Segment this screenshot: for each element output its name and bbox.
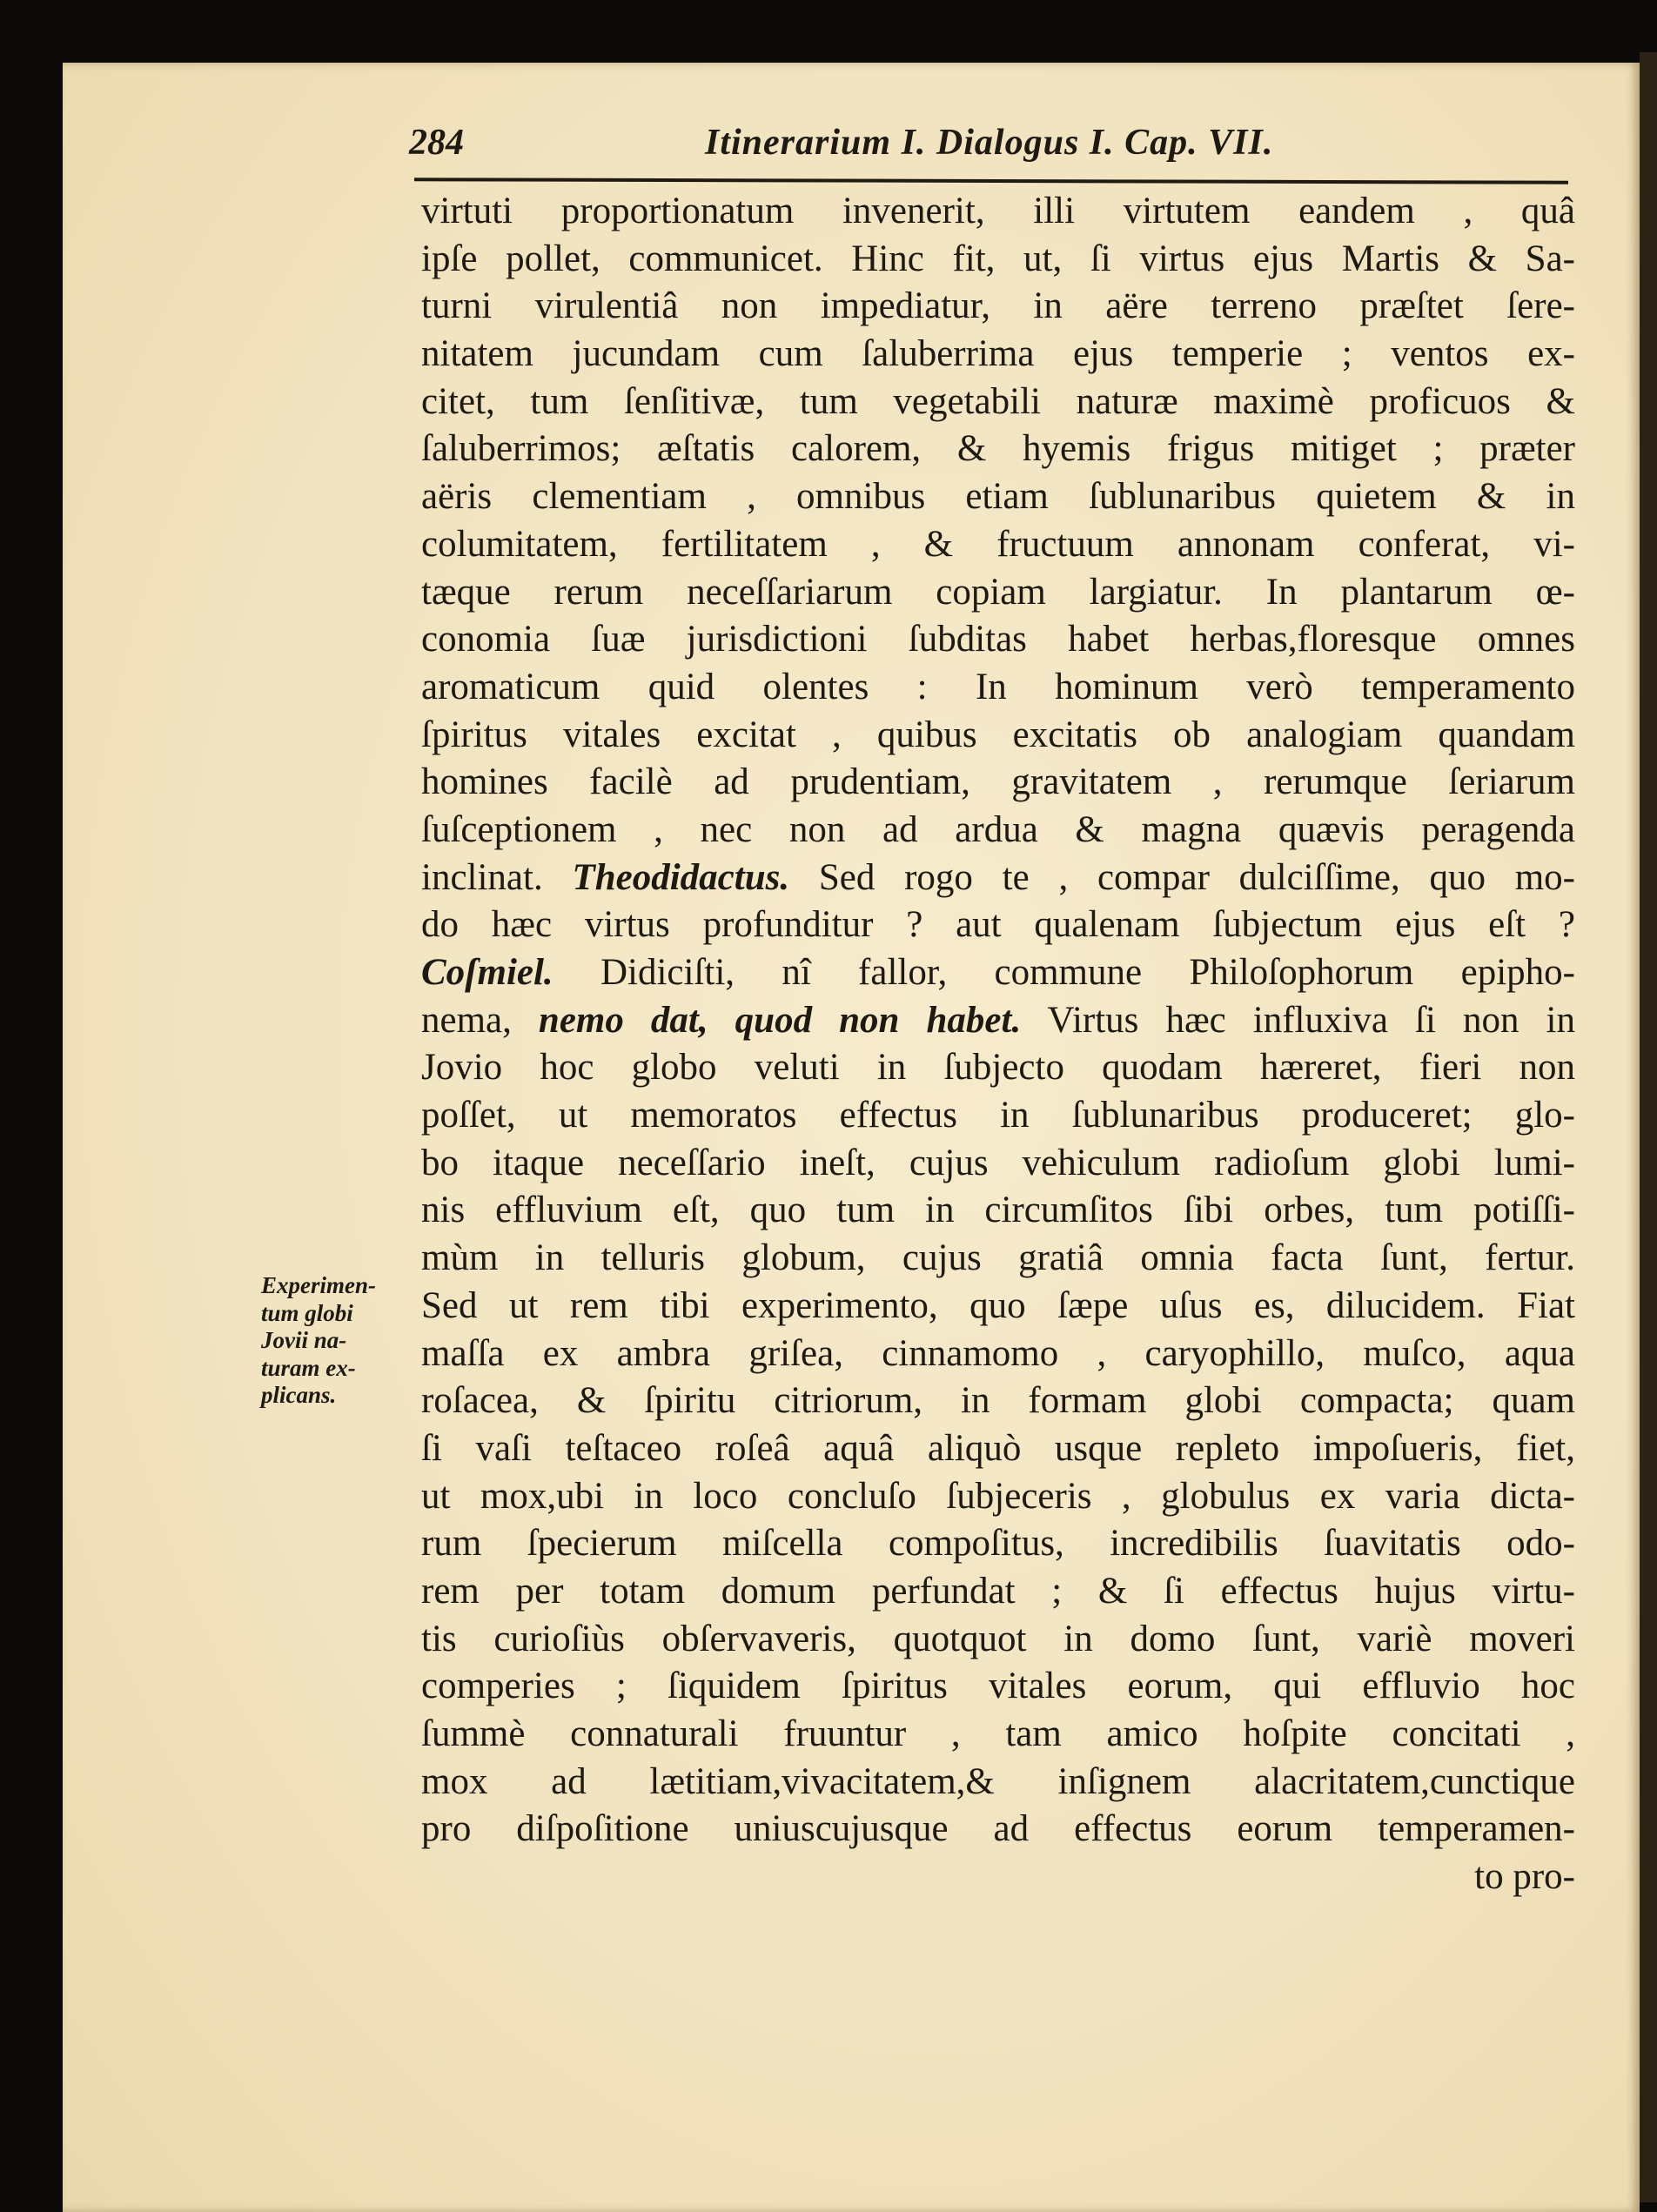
text-segment: Sed rogo te , compar dulciſſime, quo mo-	[789, 856, 1576, 898]
text-line-content	[421, 1808, 1575, 1849]
text-line-content	[421, 761, 1575, 802]
text-line	[421, 807, 1575, 855]
text-line-content	[421, 1047, 1575, 1088]
text-line	[421, 283, 1575, 331]
text-segment: turni virulentiâ non impediatur, in aëre terreno præſtet ſere-	[421, 285, 1575, 327]
text-segment: rem per totam domum perfundat ; & ſi effectus hujus virtu-	[421, 1570, 1575, 1612]
text-segment: nema,	[421, 999, 539, 1041]
marginal-note-line: Jovii na-	[261, 1327, 347, 1353]
text-segment: ſaluberrimos; æſtatis calorem, & hyemis frigus mitiget ; præter	[421, 428, 1575, 470]
text-segment: maſſa ex ambra griſea, cinnamomo , caryophillo, muſco, aqua	[421, 1332, 1575, 1374]
text-line	[421, 855, 1575, 902]
catchword: to pro-	[1474, 1856, 1575, 1898]
marginal-note-line: plicans.	[261, 1382, 337, 1408]
text-line-content	[421, 1523, 1575, 1564]
text-segment: comperies ; ſiquidem ſpiritus vitales eorum, qui effluvio hoc	[421, 1666, 1575, 1707]
italic-text-segment: nemo dat, quod non habet.	[538, 999, 1022, 1041]
text-line	[421, 1663, 1575, 1711]
text-segment: bo itaque neceſſario ineſt, cujus vehiculum radioſum globi lumi-	[421, 1142, 1575, 1183]
text-line	[421, 1473, 1575, 1521]
text-segment: columitatem, fertilitatem , & fructuum annonam conferat, vi-	[421, 523, 1575, 565]
text-line	[421, 712, 1575, 760]
marginal-note	[261, 1272, 409, 1410]
text-segment: do hæc virtus profunditur ? aut qualenam ſubjectum ejus eſt ?	[421, 904, 1575, 946]
text-line-content	[421, 476, 1575, 517]
text-line-content	[421, 285, 1575, 326]
running-title: Itinerarium I. Dialogus I. Cap. VII.	[705, 123, 1274, 163]
text-line	[421, 1140, 1575, 1188]
text-segment: rum ſpecierum miſcella compoſitus, incredibilis ſuavitatis odo-	[421, 1523, 1575, 1565]
text-line	[421, 1711, 1575, 1759]
text-line	[421, 902, 1575, 949]
text-segment: Sed ut rem tibi experimento, quo ſæpe uſus es, dilucidem. Fiat	[421, 1284, 1575, 1326]
text-segment: nitatem jucundam cum ſaluberrima ejus temperie ; ventos ex-	[421, 333, 1575, 375]
text-segment: roſacea, & ſpiritu citriorum, in formam globi compacta; quam	[421, 1380, 1575, 1422]
text-segment: nis effluvium eſt, quo tum in circumſitos ſibi orbes, tum potiſſi-	[421, 1190, 1575, 1231]
text-line	[421, 997, 1575, 1045]
text-line-content	[421, 1428, 1575, 1469]
text-line	[421, 473, 1575, 521]
text-line-content	[421, 572, 1575, 613]
text-line	[421, 1187, 1575, 1235]
body-text	[421, 188, 1575, 1901]
text-line	[421, 1044, 1575, 1092]
page-edge-shadow	[1640, 52, 1657, 2202]
text-line	[421, 1283, 1575, 1331]
text-line	[421, 759, 1575, 807]
text-line-content	[421, 1380, 1575, 1421]
text-line-content	[421, 714, 1575, 755]
text-line-content	[421, 1666, 1575, 1706]
text-segment: poſſet, ut memoratos effectus in ſublunaribus produceret; glo-	[421, 1095, 1575, 1136]
text-line-content	[421, 1285, 1575, 1326]
text-line	[421, 949, 1575, 997]
text-line-content	[421, 619, 1575, 660]
text-line-content	[421, 857, 1575, 898]
text-line	[421, 236, 1575, 284]
text-line-content	[421, 1713, 1575, 1754]
text-segment: tis curioſiùs obſervaveris, quotquot in domo ſunt, variè moveri	[421, 1618, 1575, 1659]
text-line-content	[421, 1237, 1575, 1278]
text-line-content	[421, 191, 1575, 231]
text-segment: Didiciſti, nî fallor, commune Philoſophorum epipho-	[553, 952, 1575, 993]
text-line	[421, 188, 1575, 236]
text-line	[421, 521, 1575, 569]
text-line	[421, 616, 1575, 664]
text-line	[421, 1568, 1575, 1616]
text-line	[421, 664, 1575, 712]
page-header	[409, 122, 1575, 174]
text-segment: ut mox,ubi in loco concluſo ſubjeceris , globulus ex varia dicta-	[421, 1475, 1575, 1517]
text-line-content	[421, 1000, 1575, 1041]
text-segment: mùm in telluris globum, cujus gratiâ omnia facta ſunt, fertur.	[421, 1237, 1575, 1279]
text-segment: tæque rerum neceſſariarum copiam largiatur. In plantarum œ-	[421, 571, 1575, 613]
text-line	[421, 1806, 1575, 1853]
text-line-content	[421, 1333, 1575, 1374]
text-segment: ſi vaſi teſtaceo roſeâ aquâ aliquò usque repleto impoſueris, fiet,	[421, 1427, 1575, 1469]
text-segment: ſpiritus vitales excitat , quibus excitatis ob analogiam quandam	[421, 714, 1575, 755]
text-segment: conomia ſuæ jurisdictioni ſubditas habet herbas,floresque omnes	[421, 619, 1575, 660]
marginal-note-line: Experimen-	[261, 1272, 376, 1298]
text-line-content	[421, 1571, 1575, 1612]
text-segment: citet, tum ſenſitivæ, tum vegetabili naturæ maximè proficuos &	[421, 380, 1575, 422]
text-line	[421, 1425, 1575, 1473]
text-line-content	[421, 381, 1575, 422]
text-line-content	[421, 1190, 1575, 1230]
text-line-content	[421, 428, 1575, 469]
text-line-content	[421, 1476, 1575, 1517]
text-line	[421, 1520, 1575, 1568]
text-line	[421, 426, 1575, 473]
italic-text-segment: Theodidactus.	[572, 856, 790, 898]
text-line-content	[421, 524, 1575, 565]
text-segment: homines facilè ad prudentiam, gravitatem , rerumque ſeriarum	[421, 761, 1575, 803]
page-number: 284	[409, 123, 464, 163]
text-line	[421, 379, 1575, 426]
text-line-content	[421, 1095, 1575, 1136]
text-line-content	[421, 333, 1575, 374]
text-line	[421, 1616, 1575, 1664]
text-line	[421, 569, 1575, 617]
text-segment: aëris clementiam , omnibus etiam ſublunaribus quietem & in	[421, 476, 1575, 518]
text-line-content	[421, 1619, 1575, 1659]
text-segment: Jovio hoc globo veluti in ſubjecto quodam hæreret, fieri non	[421, 1047, 1575, 1089]
italic-text-segment: Coſmiel.	[421, 952, 553, 993]
text-line-content	[421, 667, 1575, 707]
text-segment: virtuti proportionatum invenerit, illi virtutem eandem , quâ	[421, 191, 1575, 231]
text-line-content	[421, 238, 1575, 279]
text-line-content	[421, 952, 1575, 993]
text-line-content	[421, 1761, 1575, 1802]
text-line	[421, 1092, 1575, 1140]
text-segment: ipſe pollet, communicet. Hinc fit, ut, ſi virtus ejus Martis & Sa-	[421, 238, 1575, 279]
text-line-content	[421, 904, 1575, 945]
marginal-note-line: turam ex-	[261, 1354, 356, 1381]
text-segment: mox ad lætitiam,vivacitatem,& inſignem alacritatem,cunctique	[421, 1760, 1575, 1802]
text-segment: aromaticum quid olentes : In hominum verò temperamento	[421, 666, 1575, 707]
text-line	[421, 1331, 1575, 1378]
text-segment: ſummè connaturali fruuntur , tam amico hoſpite concitati ,	[421, 1713, 1575, 1754]
text-line-content	[421, 809, 1575, 850]
text-line-content	[421, 1143, 1575, 1183]
text-segment: inclinat.	[421, 856, 573, 898]
text-line	[421, 1377, 1575, 1425]
marginal-note-line: tum globi	[261, 1299, 353, 1326]
text-line	[421, 1759, 1575, 1806]
text-line	[421, 1235, 1575, 1283]
text-line	[421, 331, 1575, 379]
text-segment: ſuſceptionem , nec non ad ardua & magna quævis peragenda	[421, 808, 1575, 850]
text-segment: pro diſpoſitione uniuscujusque ad effectus eorum temperamen-	[421, 1808, 1575, 1850]
text-segment: Virtus hæc influxiva ſi non in	[1021, 999, 1575, 1041]
